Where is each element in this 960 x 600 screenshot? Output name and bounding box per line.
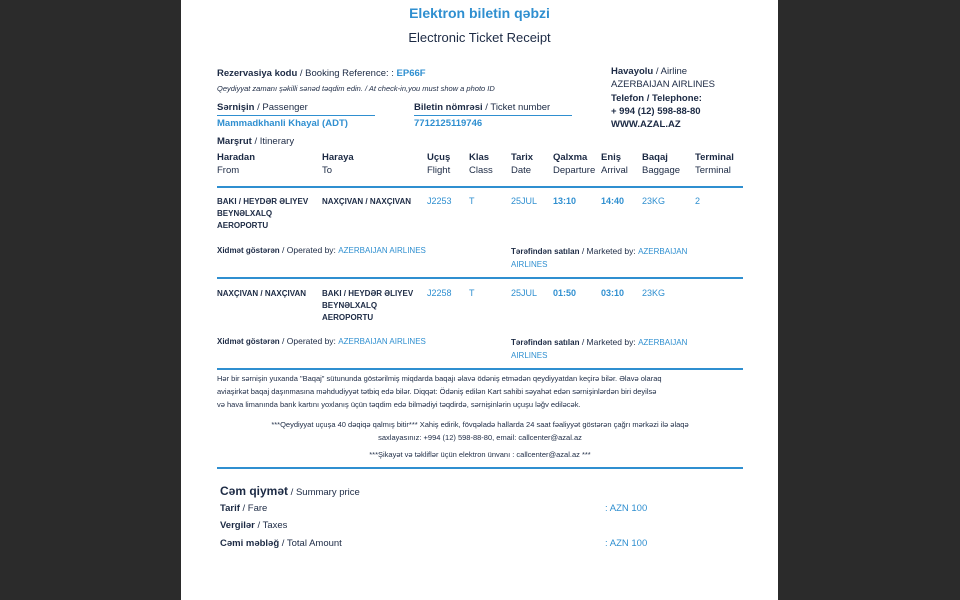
fare-label-en: / Fare (239, 503, 268, 514)
ticket-label-az: Biletin nömrəsi (414, 102, 483, 113)
col-header-terminal (695, 151, 734, 177)
summary-title (220, 482, 360, 500)
baggage-note-line-2: aviaşirkət baqaj daşınmasına məhdudiyyət tətbiq edə bilər. Diqqət: Ödəniş edilən Kart sahibi səyahət edən sərnişinlərdən biri deyilsə (217, 387, 657, 396)
segment-2-operated-value: AZERBAIJAN AIRLINES (338, 337, 426, 346)
booking-ref-value: EP66F (396, 68, 426, 79)
notes-divider (217, 467, 743, 469)
col-header-departure (553, 151, 595, 177)
col-header-arrival (601, 151, 628, 177)
passenger-label-en: / Passenger (254, 102, 308, 113)
segment-2-class: T (469, 288, 475, 298)
col-date-en: Date (511, 165, 532, 176)
segment-2-marketed-label: Tərəfindən satılan (511, 338, 580, 347)
segment-1-marketed-by (511, 245, 711, 271)
airline-label-en: / Airline (653, 66, 688, 77)
baggage-note (217, 372, 747, 411)
segment-1-terminal: 2 (695, 196, 701, 206)
segment-2-date: 25JUL (511, 288, 538, 298)
segment-1-class: T (469, 196, 475, 206)
total-value: : AZN 100 (605, 538, 648, 549)
airline-name: AZERBAIJAN AIRLINES (611, 79, 716, 90)
segment-1-arrival: 14:40 (601, 196, 625, 206)
passenger-name: Mammadkhanli Khayal (ADT) (217, 118, 348, 129)
col-arrival-en: Arrival (601, 165, 628, 176)
segment-2-from: NAXÇIVAN / NAXÇIVAN (217, 289, 307, 298)
itinerary-label-az: Marşrut (217, 136, 252, 147)
baggage-note-line-3: və hava limanında bank kartını yoxlanış üçün təqdim edə bilmədiyi təqdirdə, sərnişinlərin uçuşu ləğv ediləcək. (217, 400, 581, 409)
airline-label-az: Havayolu (611, 66, 654, 77)
checkin-note-line-2: saxlayasınız: +994 (12) 598-88-80, email: callcenter@azal.az (378, 433, 582, 442)
photo-id-note-az: Qeydiyyat zamanı şəkilli sənəd təqdim edin. (217, 84, 363, 93)
title-az: Elektron biletin qəbzi (409, 5, 550, 21)
taxes-label (220, 520, 287, 531)
segment-2-operated-label: Xidmət göstərən (217, 337, 280, 346)
total-label-az: Cəmi məbləğ (220, 538, 280, 549)
itinerary-header-divider (217, 186, 743, 188)
col-terminal-az: Terminal (695, 152, 734, 163)
ticket-underline (414, 115, 572, 116)
col-to-en: To (322, 165, 333, 176)
segment-2-departure: 01:50 (553, 288, 577, 298)
fare-value: : AZN 100 (605, 503, 648, 514)
segment-2-marketed-en: / Marketed by: (579, 337, 639, 347)
photo-id-sep: / (362, 84, 369, 93)
booking-ref-label-az: Rezervasiya kodu (217, 68, 298, 79)
airline-phone: + 994 (12) 598-88-80 (611, 106, 701, 117)
fare-label (220, 503, 267, 514)
ticket-receipt-page (181, 0, 778, 600)
itinerary-label (217, 136, 294, 147)
fare-label-az: Tarif (220, 503, 240, 514)
col-from-az: Haradan (217, 152, 256, 163)
col-header-baggage (642, 151, 680, 177)
segment-1-baggage: 23KG (642, 196, 666, 206)
segment-2-arrival: 03:10 (601, 288, 625, 298)
passenger-underline (217, 115, 375, 116)
segment-1-operated-by (217, 245, 426, 255)
col-terminal-en: Terminal (695, 165, 731, 176)
total-label-en: / Total Amount (279, 538, 342, 549)
summary-label-en: / Summary price (288, 487, 360, 498)
col-header-to (322, 151, 354, 177)
segment-1-operated-en: / Operated by: (279, 245, 339, 255)
passenger-label (217, 102, 308, 113)
segment-2-divider (217, 368, 743, 370)
total-label (220, 538, 342, 549)
segment-1-flight: J2253 (427, 196, 452, 206)
col-baggage-az: Baqaj (642, 152, 668, 163)
passenger-label-az: Sərnişin (217, 102, 255, 113)
segment-1-marketed-en: / Marketed by: (579, 246, 639, 256)
col-departure-en: Departure (553, 165, 596, 176)
col-header-class (469, 151, 493, 177)
col-arrival-az: Eniş (601, 152, 622, 163)
segment-1-date: 25JUL (511, 196, 538, 206)
complaints-note: ***Şikayət və təkliflər üçün elektron ünvanı : callcenter@azal.az *** (369, 450, 591, 459)
col-header-flight (427, 151, 450, 177)
segment-2-to: BAKI / HEYDƏR ƏLIYEV BEYNƏLXALQ AEROPORTU (322, 289, 414, 322)
col-flight-az: Uçuş (427, 152, 451, 163)
segment-1-divider (217, 277, 743, 279)
segment-2-operated-en: / Operated by: (279, 336, 339, 346)
col-departure-az: Qalxma (553, 152, 588, 163)
photo-id-note-en: At check-in,you must show a photo ID (368, 84, 495, 93)
segment-2-flight: J2258 (427, 288, 452, 298)
taxes-label-en: / Taxes (254, 520, 288, 531)
col-to-az: Haraya (322, 152, 354, 163)
airline-phone-label: Telefon / Telephone: (611, 93, 702, 104)
baggage-note-line-1: Hər bir sərnişin yuxanda "Baqaj" sütununda göstərilmiş miqdarda baqajı əlavə ödəniş etmədən qeydiyyatdan keçirə bilər. Əlavə olaraq (217, 374, 662, 383)
segment-2-baggage: 23KG (642, 288, 666, 298)
segment-2-marketed-by (511, 336, 711, 362)
col-baggage-en: Baggage (642, 165, 681, 176)
segment-2-marketed-value: AZERBAIJAN AIRLINES (511, 338, 688, 360)
col-class-en: Class (469, 165, 493, 176)
checkin-note-line-1: ***Qeydiyyat uçuşa 40 dəqiqə qalmış bitir*** Xahiş edirik, fövqəladə hallarda 24 saat fəaliyyət göstərən çağrı mərkəzi ilə əlaqə (271, 420, 689, 429)
col-flight-en: Flight (427, 165, 451, 176)
taxes-label-az: Vergilər (220, 520, 255, 531)
summary-label-az: Cəm qiymət (220, 484, 289, 498)
checkin-note (217, 418, 743, 444)
col-class-az: Klas (469, 152, 490, 163)
segment-1-from: BAKI / HEYDƏR ƏLIYEV BEYNƏLXALQ AEROPORTU (217, 197, 309, 230)
booking-reference (217, 68, 426, 79)
photo-id-note (217, 84, 495, 93)
segment-2-operated-by (217, 336, 426, 346)
booking-ref-label-en: / Booking Reference: : (297, 68, 394, 79)
col-header-from (217, 151, 255, 177)
col-from-en: From (217, 165, 240, 176)
segment-1-marketed-label: Tərəfindən satılan (511, 247, 580, 256)
col-date-az: Tarix (511, 152, 534, 163)
segment-1-operated-value: AZERBAIJAN AIRLINES (338, 246, 426, 255)
segment-1-departure: 13:10 (553, 196, 577, 206)
segment-1-marketed-value: AZERBAIJAN AIRLINES (511, 247, 688, 269)
ticket-label-en: / Ticket number (482, 102, 551, 113)
ticket-number-label (414, 102, 550, 113)
title-en: Electronic Ticket Receipt (408, 30, 551, 45)
ticket-number: 7712125119746 (414, 118, 483, 129)
segment-1-operated-label: Xidmət göstərən (217, 246, 280, 255)
col-header-date (511, 151, 533, 177)
airline-label (611, 66, 687, 77)
airline-website: WWW.AZAL.AZ (611, 119, 681, 130)
segment-1-to: NAXÇIVAN / NAXÇIVAN (322, 197, 412, 206)
itinerary-label-en: / Itinerary (251, 136, 295, 147)
